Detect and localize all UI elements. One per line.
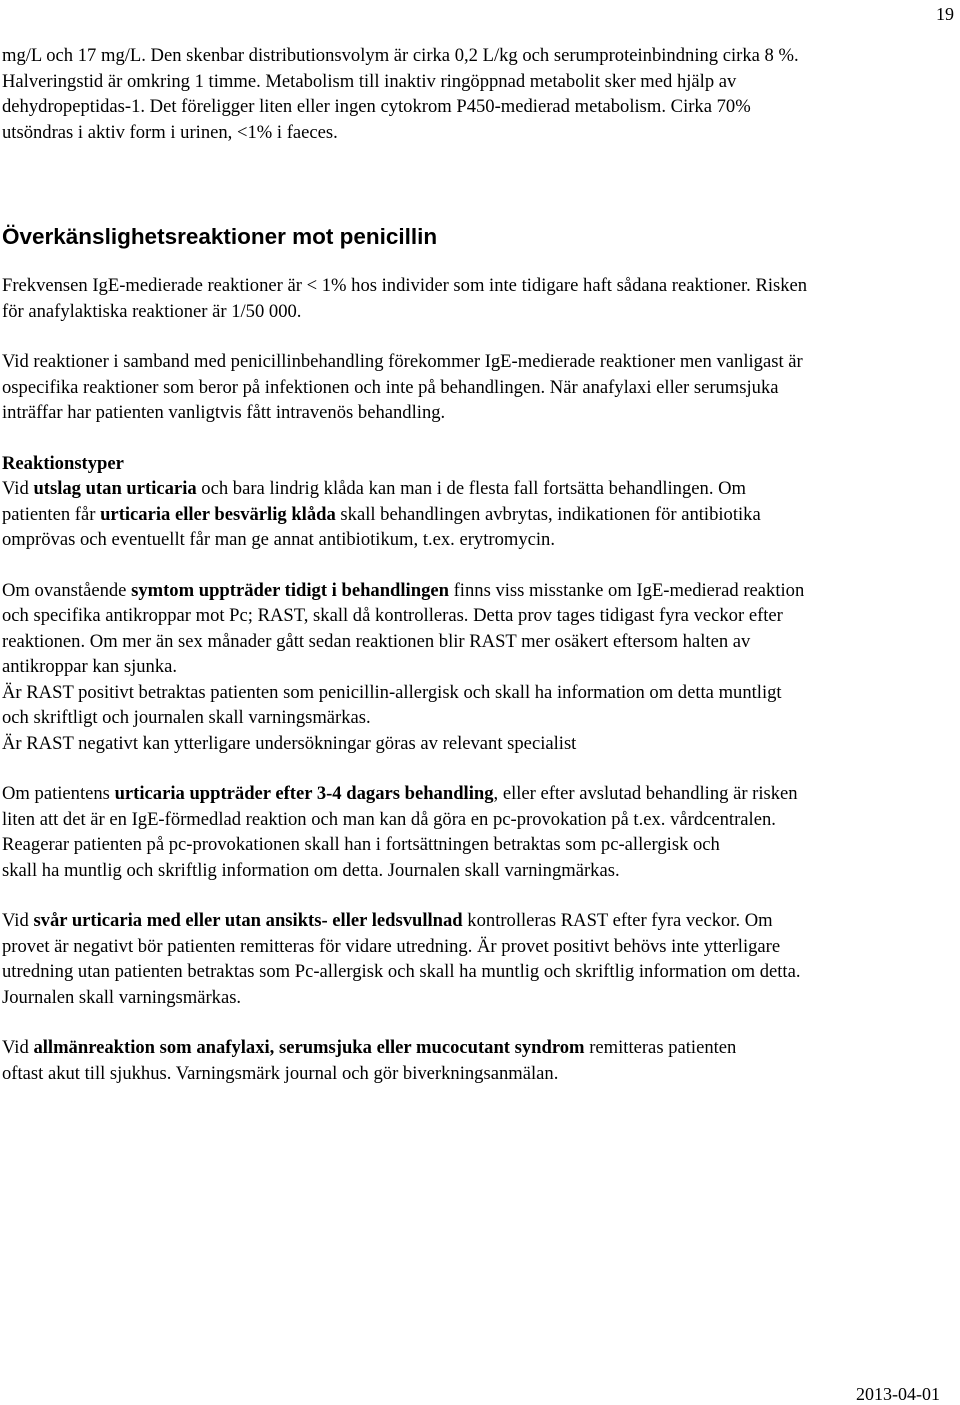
text-line: mg/L och 17 mg/L. Den skenbar distributionsvolym är cirka 0,2 L/kg och serumproteinbindning cirka 8 %. [2,45,799,66]
text-line: skall ha muntlig och skriftlig information om detta. Journalen skall varningmärkas. [2,859,620,881]
text-line: patienten får urticaria eller besvärlig klåda skall behandlingen avbrytas, indikationen för antibiotika [2,503,761,525]
text-line: Vid utslag utan urticaria och bara lindrig klåda kan man i de flesta fall fortsätta behandlingen. Om [2,478,747,499]
page-date: 2013-04-01 [856,1384,940,1404]
text-line: dehydropeptidas-1. Det föreligger liten eller ingen cytokrom P450-medierad metabolism. Cirka 70% [2,96,751,117]
text-line: Vid reaktioner i samband med penicillinbehandling förekommer IgE-medierade reaktioner men vanligast är [2,351,803,372]
severe-urticaria-paragraph [2,908,950,1010]
late-symptoms-paragraph [2,781,950,883]
text-line: för anafylaktiska reaktioner är 1/50 000. [2,300,302,322]
text-line: omprövas och eventuellt får man ge annat antibiotikum, t.ex. erytromycin. [2,529,556,550]
document-body [2,43,950,1086]
text-line: utsöndras i aktiv form i urinen, <1% i faeces. [2,121,338,143]
text-line: Är RAST negativt kan ytterligare undersökningar göras av relevant specialist [2,732,577,754]
text-line: Vid svår urticaria med eller utan ansikts- eller ledsvullnad kontrolleras RAST efter fyra veckor. Om [2,910,773,931]
text-line: antikroppar kan sjunka. [2,656,178,677]
text-line: provet är negativt bör patienten remitteras för vidare utredning. Är provet positivt behövs inte ytterligare [2,935,781,957]
text-line: och specifika antikroppar mot Pc; RAST, skall då kontrolleras. Detta prov tages tidigast fyra veckor efter [2,605,783,626]
text-line: Vid allmänreaktion som anafylaxi, serumsjuka eller mucocutant syndrom remitteras patienten [2,1037,737,1058]
reaction-types-paragraph [2,451,950,553]
text-line: liten att det är en IgE-förmedlad reaktion och man kan då göra en pc-provokation på t.ex. vårdcentralen. [2,808,776,830]
text-line: inträffar har patienten vanligtvis fått intravenös behandling. [2,402,446,423]
text-line: ospecifika reaktioner som beror på infektionen och inte på behandlingen. När anafylaxi eller serumsjuka [2,376,779,398]
reactions-paragraph [2,349,950,426]
frequency-paragraph [2,273,950,324]
text-line: Halveringstid är omkring 1 timme. Metabolism till inaktiv ringöppnad metabolit sker med hjälp av [2,70,737,92]
text-line: Om ovanstående symtom uppträder tidigt i behandlingen finns viss misstanke om IgE-medierad reaktion [2,579,805,601]
text-line: oftast akut till sjukhus. Varningsmärk journal och gör biverkningsanmälan. [2,1062,559,1084]
text-line: Frekvensen IgE-medierade reaktioner är < 1% hos individer som inte tidigare haft sådana reaktioner. Risken [2,275,808,296]
text-line: utredning utan patienten betraktas som Pc-allergisk och skall ha muntlig och skriftlig information om detta. [2,961,801,982]
subheading: Reaktionstyper [2,452,124,474]
text-line: och skriftligt och journalen skall varningsmärkas. [2,707,371,728]
intro-paragraph [2,43,950,145]
text-line: reaktionen. Om mer än sex månader gått sedan reaktionen blir RAST mer osäkert eftersom halten av [2,630,751,652]
early-symptoms-paragraph [2,578,950,757]
text-line: Journalen skall varningsmärkas. [2,986,242,1008]
text-line: Är RAST positivt betraktas patienten som penicillin-allergisk och skall ha information om detta muntligt [2,681,782,703]
section-heading: Överkänslighetsreaktioner mot penicillin [2,224,438,249]
text-line: Reagerar patienten på pc-provokationen skall han i fortsättningen betraktas som pc-allergisk och [2,834,720,855]
general-reaction-paragraph [2,1035,950,1086]
page-number: 19 [936,4,954,24]
text-line: Om patientens urticaria uppträder efter 3-4 dagars behandling, eller efter avslutad behandling är risken [2,783,798,804]
